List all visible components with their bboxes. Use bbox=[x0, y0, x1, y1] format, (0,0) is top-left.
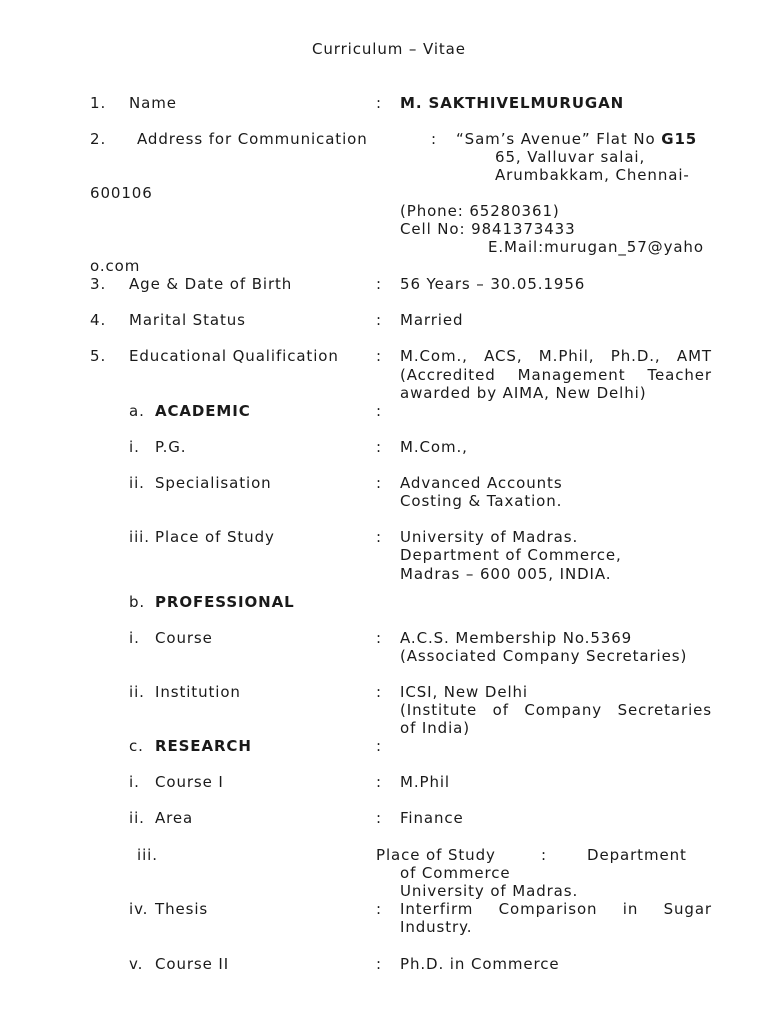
institution-line-2: (Institute of Company Secretaries bbox=[400, 701, 712, 719]
item-number: 2. bbox=[90, 130, 107, 148]
separator-colon: : bbox=[376, 809, 382, 827]
separator-colon: : bbox=[376, 900, 382, 918]
thesis-label: Thesis bbox=[155, 900, 209, 918]
course-1-value: M.Phil bbox=[400, 773, 450, 791]
separator-colon: : bbox=[376, 311, 382, 329]
research-place-label: Place of Study bbox=[376, 846, 496, 864]
pg-label: P.G. bbox=[155, 438, 187, 456]
separator-colon: : bbox=[376, 94, 382, 112]
course-line-2: (Associated Company Secretaries) bbox=[400, 647, 688, 665]
address-line-1: “Sam’s Avenue” Flat No G15 bbox=[456, 130, 698, 148]
research-place-line-2: of Commerce bbox=[400, 864, 511, 882]
separator-colon: : bbox=[376, 347, 382, 365]
education-label: Educational Qualification bbox=[129, 347, 339, 365]
specialisation-label: Specialisation bbox=[155, 474, 272, 492]
sub-item-marker: i. bbox=[129, 629, 140, 647]
sub-item-marker: ii. bbox=[129, 809, 145, 827]
specialisation-line-2: Costing & Taxation. bbox=[400, 492, 563, 510]
sub-item-marker: i. bbox=[129, 773, 140, 791]
separator-colon: : bbox=[376, 955, 382, 973]
education-line-3: awarded by AIMA, New Delhi) bbox=[400, 384, 647, 402]
research-heading: RESEARCH bbox=[155, 737, 252, 755]
name-label: Name bbox=[129, 94, 177, 112]
sub-item-marker: iii. bbox=[129, 528, 150, 546]
item-number: 1. bbox=[90, 94, 107, 112]
separator-colon: : bbox=[376, 402, 382, 420]
address-postcode: 600106 bbox=[90, 184, 153, 202]
cell-number: Cell No: 9841373433 bbox=[400, 220, 576, 238]
separator-colon: : bbox=[376, 528, 382, 546]
place-of-study-label: Place of Study bbox=[155, 528, 275, 546]
email-line-1: E.Mail:murugan_57@yaho bbox=[488, 238, 704, 256]
name-value: M. SAKTHIVELMURUGAN bbox=[400, 94, 625, 112]
course-2-value: Ph.D. in Commerce bbox=[400, 955, 560, 973]
separator-colon: : bbox=[541, 846, 547, 864]
course-label: Course bbox=[155, 629, 213, 647]
item-number: 3. bbox=[90, 275, 107, 293]
separator-colon: : bbox=[431, 130, 437, 148]
specialisation-line-1: Advanced Accounts bbox=[400, 474, 563, 492]
address-line-2: 65, Valluvar salai, bbox=[495, 148, 646, 166]
place-of-study-line-3: Madras – 600 005, INDIA. bbox=[400, 565, 612, 583]
research-place-value: Department bbox=[587, 846, 687, 864]
sub-item-marker: iv. bbox=[129, 900, 149, 918]
sub-item-marker: ii. bbox=[129, 474, 145, 492]
institution-line-3: of India) bbox=[400, 719, 470, 737]
sub-item-marker: v. bbox=[129, 955, 144, 973]
age-value: 56 Years – 30.05.1956 bbox=[400, 275, 586, 293]
section-marker: c. bbox=[129, 737, 144, 755]
place-of-study-line-2: Department of Commerce, bbox=[400, 546, 622, 564]
item-number: 4. bbox=[90, 311, 107, 329]
separator-colon: : bbox=[376, 629, 382, 647]
institution-label: Institution bbox=[155, 683, 241, 701]
pg-value: M.Com., bbox=[400, 438, 468, 456]
course-line-1: A.C.S. Membership No.5369 bbox=[400, 629, 633, 647]
thesis-line-2: Industry. bbox=[400, 918, 473, 936]
separator-colon: : bbox=[376, 275, 382, 293]
area-value: Finance bbox=[400, 809, 464, 827]
education-line-1: M.Com., ACS, M.Phil, Ph.D., AMT bbox=[400, 347, 712, 365]
section-marker: b. bbox=[129, 593, 146, 611]
place-of-study-line-1: University of Madras. bbox=[400, 528, 579, 546]
email-line-2: o.com bbox=[90, 257, 141, 275]
sub-item-marker: iii. bbox=[137, 846, 158, 864]
address-label: Address for Communication bbox=[137, 130, 368, 148]
sub-item-marker: i. bbox=[129, 438, 140, 456]
course-1-label: Course I bbox=[155, 773, 224, 791]
separator-colon: : bbox=[376, 438, 382, 456]
page-title: Curriculum – Vitae bbox=[312, 40, 466, 58]
institution-line-1: ICSI, New Delhi bbox=[400, 683, 528, 701]
phone-number: (Phone: 65280361) bbox=[400, 202, 560, 220]
marital-value: Married bbox=[400, 311, 464, 329]
professional-heading: PROFESSIONAL bbox=[155, 593, 295, 611]
area-label: Area bbox=[155, 809, 194, 827]
separator-colon: : bbox=[376, 683, 382, 701]
course-2-label: Course II bbox=[155, 955, 230, 973]
item-number: 5. bbox=[90, 347, 107, 365]
separator-colon: : bbox=[376, 773, 382, 791]
separator-colon: : bbox=[376, 474, 382, 492]
academic-heading: ACADEMIC bbox=[155, 402, 251, 420]
research-place-line-3: University of Madras. bbox=[400, 882, 579, 900]
marital-label: Marital Status bbox=[129, 311, 246, 329]
sub-item-marker: ii. bbox=[129, 683, 145, 701]
section-marker: a. bbox=[129, 402, 145, 420]
address-line-3: Arumbakkam, Chennai- bbox=[495, 166, 690, 184]
separator-colon: : bbox=[376, 737, 382, 755]
age-label: Age & Date of Birth bbox=[129, 275, 293, 293]
thesis-line-1: Interfirm Comparison in Sugar bbox=[400, 900, 712, 918]
education-line-2: (Accredited Management Teacher bbox=[400, 366, 712, 384]
